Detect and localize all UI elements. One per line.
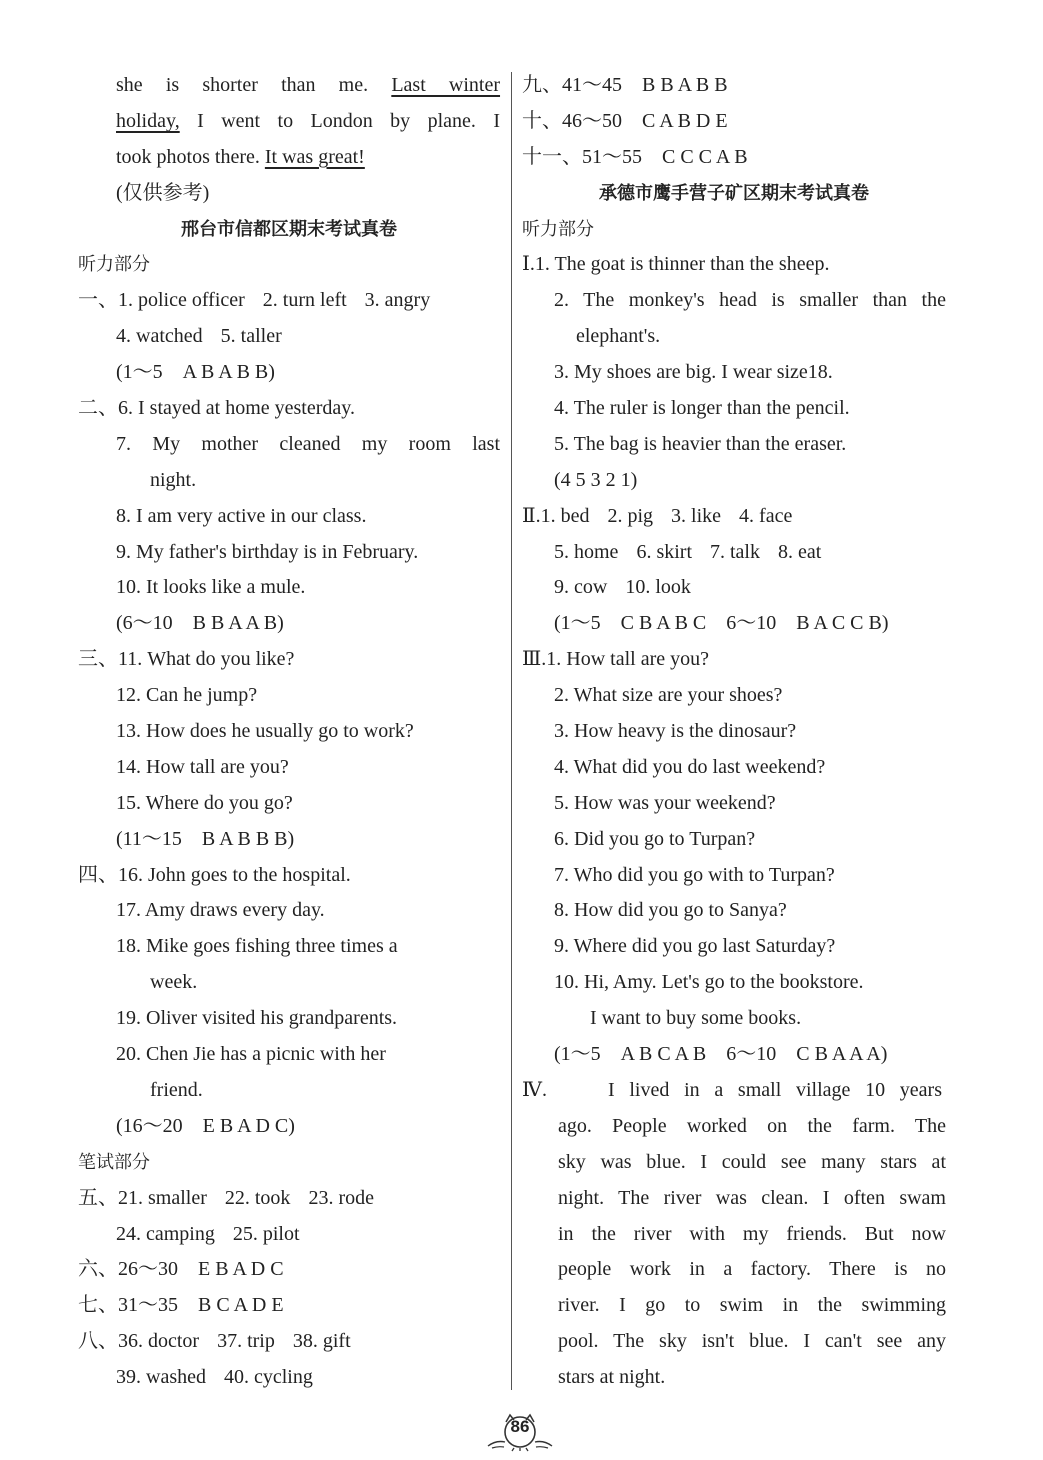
- question-line: 3. How heavy is the dinosaur?: [554, 720, 797, 743]
- answer: 46～50 C A B D E: [562, 109, 728, 132]
- page-number: 86: [510, 1417, 530, 1436]
- question-line: 4. What did you do last weekend?: [554, 755, 826, 778]
- question-line: 12. Can he jump?: [116, 684, 258, 707]
- section-mark: 四、: [78, 863, 118, 886]
- answer: 22. took: [224, 1186, 291, 1209]
- question-line: [522, 104, 946, 140]
- question-line: [78, 283, 500, 319]
- answer: 2. pig: [607, 504, 654, 527]
- answer: 3. angry: [364, 289, 431, 312]
- answer: 6. I stayed at home yesterday.: [118, 397, 355, 420]
- passage-line: stars at night.: [558, 1366, 666, 1389]
- answer: 7. talk: [710, 540, 760, 563]
- answer: 40. cycling: [223, 1366, 313, 1389]
- column-divider: [511, 72, 512, 1390]
- question-line: 19. Oliver visited his grandparents.: [116, 1007, 398, 1030]
- part-mark: Ⅰ.: [522, 253, 535, 276]
- answer: 5. taller: [220, 325, 282, 348]
- question-line: 20. Chen Jie has a picnic with her: [116, 1043, 386, 1066]
- answer: 23. rode: [308, 1186, 374, 1209]
- answer: 11. What do you like?: [118, 648, 295, 671]
- answer: 21. smaller: [118, 1186, 207, 1209]
- answer: 1. The goat is thinner than the sheep.: [534, 253, 830, 276]
- question-line: 7. My mother cleaned my room last: [116, 432, 500, 455]
- question-line: 3. My shoes are big. I wear size18.: [554, 361, 833, 384]
- question-line: 2. The monkey's head is smaller than the: [554, 289, 946, 312]
- question-line: week.: [150, 971, 198, 994]
- question-line: night.: [150, 468, 197, 491]
- question-line: 18. Mike goes fishing three times a: [116, 935, 398, 958]
- answer: 31～35 B C A D E: [118, 1294, 284, 1317]
- text-span: took photos there.: [116, 145, 260, 168]
- text-span: she is shorter than me.: [116, 74, 369, 96]
- note: (仅供参考): [116, 181, 210, 204]
- section-mark: 七、: [78, 1294, 118, 1317]
- question-line: 5. The bag is heavier than the eraser.: [554, 432, 847, 455]
- question-line: [78, 642, 500, 678]
- right-column: [522, 68, 946, 1396]
- answer: 24. camping: [116, 1222, 215, 1245]
- question-line: 10. It looks like a mule.: [116, 576, 306, 599]
- answer: 3. like: [671, 504, 722, 527]
- answer: 51～55 C C C A B: [582, 145, 748, 168]
- passage-line: pool. The sky isn't blue. I can't see any: [558, 1330, 946, 1353]
- question-line: 9. Where did you go last Saturday?: [554, 935, 836, 958]
- question-line: I want to buy some books.: [590, 1007, 802, 1030]
- answer-key: (1～5 C B A B C 6～10 B A C C B): [554, 612, 889, 635]
- part-mark: Ⅱ.: [522, 504, 541, 527]
- section-mark: 五、: [78, 1186, 118, 1209]
- section-mark: 二、: [78, 397, 118, 420]
- question-line: 13. How does he usually go to work?: [116, 720, 414, 743]
- answer-key: (16～20 E B A D C): [116, 1114, 295, 1137]
- underlined-answer: holiday,: [116, 109, 180, 132]
- text-span: I went to London by plane. I: [197, 109, 501, 132]
- section-mark: 三、: [78, 648, 118, 671]
- section-mark: 六、: [78, 1258, 118, 1281]
- question-line: 14. How tall are you?: [116, 755, 289, 778]
- text-line: [78, 68, 500, 104]
- part-mark: Ⅳ.: [522, 1078, 547, 1101]
- question-line: [78, 391, 500, 427]
- section-heading: 承德市鹰手营子矿区期末考试真卷: [599, 182, 869, 204]
- answer: 38. gift: [292, 1330, 351, 1353]
- question-line: [78, 1181, 500, 1217]
- passage-line: night. The river was clean. I often swam: [558, 1186, 946, 1209]
- answer: 25. pilot: [232, 1222, 300, 1245]
- answer: 41～45 B B A B B: [562, 74, 728, 96]
- answer: 4. face: [739, 504, 793, 527]
- question-line: [78, 1360, 500, 1396]
- text-line: [78, 140, 500, 176]
- question-line: [522, 535, 946, 571]
- question-line: [78, 1252, 500, 1288]
- section-mark: 八、: [78, 1330, 118, 1353]
- question-line: elephant's.: [576, 325, 661, 348]
- answer-key: (1～5 A B A B B): [116, 361, 275, 384]
- answer: 4. watched: [116, 325, 203, 348]
- answer: 37. trip: [217, 1330, 275, 1353]
- answer-key: (1～5 A B C A B 6～10 C B A A A): [554, 1043, 888, 1066]
- answer: 39. washed: [116, 1366, 206, 1389]
- question-line: 2. What size are your shoes?: [554, 684, 783, 707]
- passage-line: sky was blue. I could see many stars at: [558, 1150, 946, 1173]
- left-column: [78, 68, 500, 1396]
- question-line: [78, 858, 500, 894]
- answer: 36. doctor: [118, 1330, 200, 1353]
- question-line: [522, 570, 946, 606]
- section-heading: 邢台市信都区期末考试真卷: [181, 218, 397, 240]
- question-line: 4. The ruler is longer than the pencil.: [554, 397, 850, 420]
- section-mark: 十、: [522, 109, 562, 132]
- answer: 1. bed: [540, 504, 590, 527]
- writing-label: 笔试部分: [78, 1151, 150, 1173]
- answer-key: (6～10 B B A A B): [116, 612, 284, 635]
- question-line: [78, 1324, 500, 1360]
- answer: 26～30 E B A D C: [118, 1258, 284, 1281]
- answer-key: (11～15 B A B B B): [116, 827, 295, 850]
- answer: 5. home: [554, 540, 619, 563]
- question-line: 15. Where do you go?: [116, 791, 293, 814]
- question-line: [522, 642, 946, 678]
- answer: 10. look: [625, 576, 691, 599]
- answer: 16. John goes to the hospital.: [118, 863, 351, 886]
- section-mark: 一、: [78, 289, 118, 312]
- passage-line: ago. People worked on the farm. The: [558, 1114, 946, 1137]
- listening-label: 听力部分: [522, 218, 594, 240]
- passage-line: in the river with my friends. But now: [558, 1222, 946, 1245]
- answer: 8. eat: [778, 540, 822, 563]
- section-mark: 十一、: [522, 145, 582, 168]
- answer: 6. skirt: [636, 540, 692, 563]
- question-line: [522, 140, 946, 176]
- part-mark: Ⅲ.: [522, 648, 547, 671]
- answer: 1. police officer: [118, 289, 245, 312]
- question-line: [522, 68, 946, 104]
- answer-key: (4 5 3 2 1): [554, 468, 638, 491]
- question-line: 10. Hi, Amy. Let's go to the bookstore.: [554, 971, 864, 994]
- question-line: 9. My father's birthday is in February.: [116, 540, 419, 563]
- question-line: friend.: [150, 1078, 203, 1101]
- listening-label: 听力部分: [78, 254, 150, 276]
- question-line: 8. How did you go to Sanya?: [554, 899, 787, 922]
- underlined-answer: Last winter: [391, 74, 501, 96]
- section-mark: 九、: [522, 74, 562, 96]
- question-line: 8. I am very active in our class.: [116, 504, 367, 527]
- passage-line: people work in a factory. There is no: [558, 1258, 946, 1281]
- question-line: 7. Who did you go with to Turpan?: [554, 863, 835, 886]
- answer: 2. turn left: [262, 289, 347, 312]
- passage-line: [522, 1073, 946, 1109]
- question-line: [78, 319, 500, 355]
- question-line: 6. Did you go to Turpan?: [554, 827, 756, 850]
- passage-text: I lived in a small village 10 years: [608, 1078, 942, 1101]
- question-line: [78, 1288, 500, 1324]
- text-line: [78, 104, 500, 140]
- passage-line: river. I go to swim in the swimming: [558, 1294, 946, 1317]
- question-line: [522, 499, 946, 535]
- answer: 9. cow: [554, 576, 608, 599]
- question-line: 17. Amy draws every day.: [116, 899, 325, 922]
- question-line: [78, 1217, 500, 1253]
- answer: 1. How tall are you?: [546, 648, 710, 671]
- question-line: [522, 247, 946, 283]
- page-number-badge: [484, 1412, 556, 1452]
- underlined-answer: It was great!: [264, 145, 365, 168]
- question-line: 5. How was your weekend?: [554, 791, 776, 814]
